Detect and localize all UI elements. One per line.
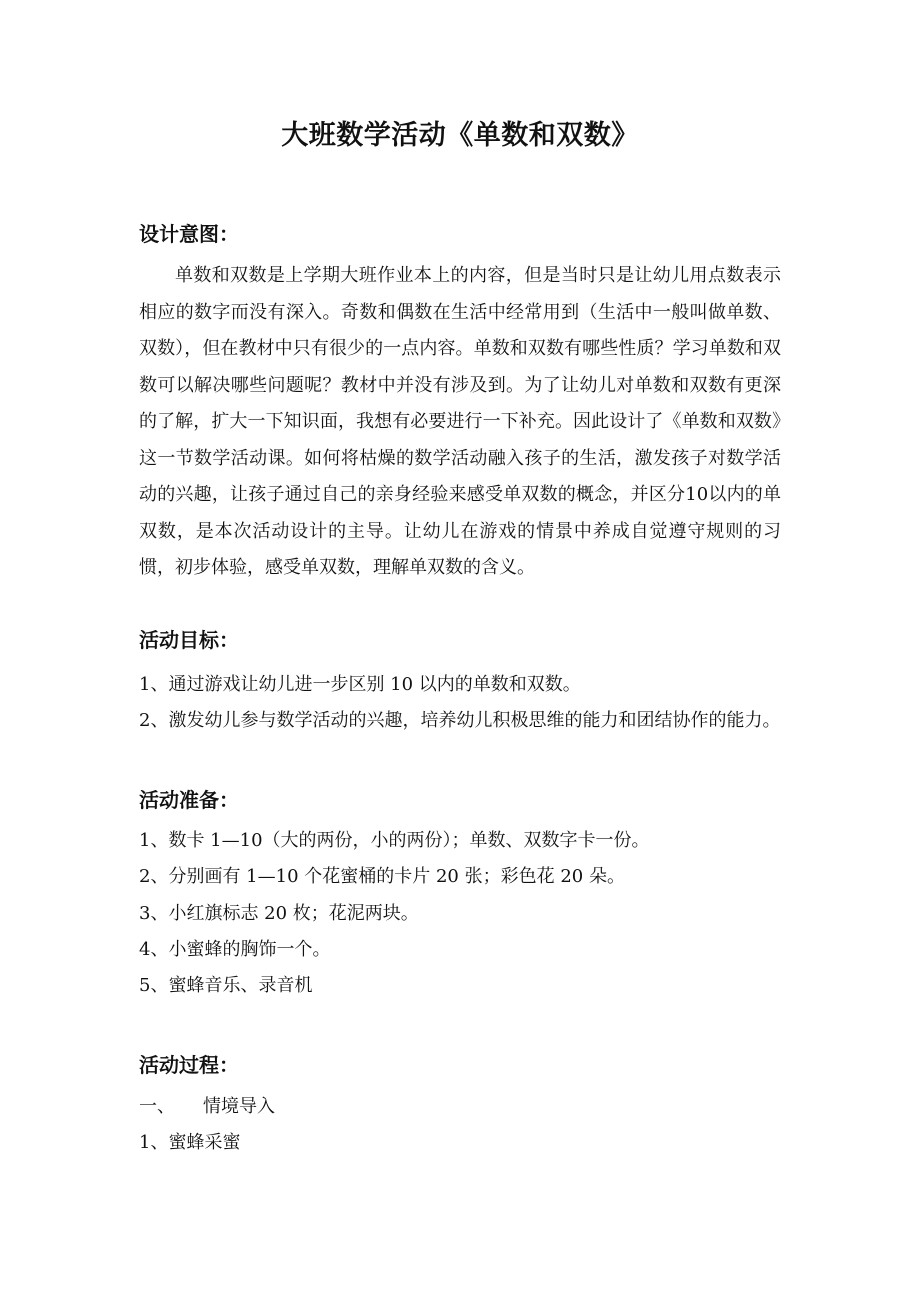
process-section-number: 一、	[139, 1096, 175, 1117]
goal-item-2: 2、激发幼儿参与数学活动的兴趣，培养幼儿积极思维的能力和团结协作的能力。	[139, 710, 781, 731]
preparation-item-3: 3、小红旗标志 20 枚；花泥两块。	[139, 903, 419, 924]
heading-process: 活动过程：	[139, 1053, 239, 1077]
heading-design-intent: 设计意图：	[139, 222, 239, 246]
process-section-title: 情境导入	[203, 1096, 275, 1117]
heading-preparation: 活动准备：	[139, 788, 239, 812]
goal-item-1: 1、通过游戏让幼儿进一步区别 10 以内的单数和双数。	[139, 674, 581, 695]
document-title: 大班数学活动《单数和双数》	[281, 120, 639, 151]
preparation-item-2: 2、分别画有 1—10 个花蜜桶的卡片 20 张；彩色花 20 朵。	[139, 866, 625, 887]
preparation-item-5: 5、蜜蜂音乐、录音机	[139, 975, 313, 996]
preparation-item-4: 4、小蜜蜂的胸饰一个。	[139, 939, 331, 960]
preparation-item-1: 1、数卡 1—10（大的两份，小的两份）；单数、双数字卡一份。	[139, 830, 650, 851]
design-intent-paragraph: 单数和双数是上学期大班作业本上的内容，但是当时只是让幼儿用点数表示相应的数字而没有深入。奇数和偶数在生活中经常用到（生活中一般叫做单数、双数），但在教材中只有很少的一点内容。单数和双数有哪些性质？学习单数和双数可以解决哪些问题呢？教材中并没有涉及到。为了让幼儿对单数和双数有更深的了解，扩大一下知识面，我想有必要进行一下补充。因此设计了《单数和双数》这一节数学活动课。如何将枯燥的数学活动融入孩子的生活，激发孩子对数学活动的兴趣，让孩子通过自己的亲身经验来感受单双数的概念，并区分10以内的单双数，是本次活动设计的主导。让幼儿在游戏的情景中养成自觉遵守规则的习惯，初步体验，感受单双数，理解单双数的含义。	[139, 265, 781, 578]
process-item-1: 1、蜜蜂采蜜	[139, 1132, 241, 1153]
process-section-1	[139, 1092, 799, 1122]
heading-goals: 活动目标：	[139, 628, 239, 652]
